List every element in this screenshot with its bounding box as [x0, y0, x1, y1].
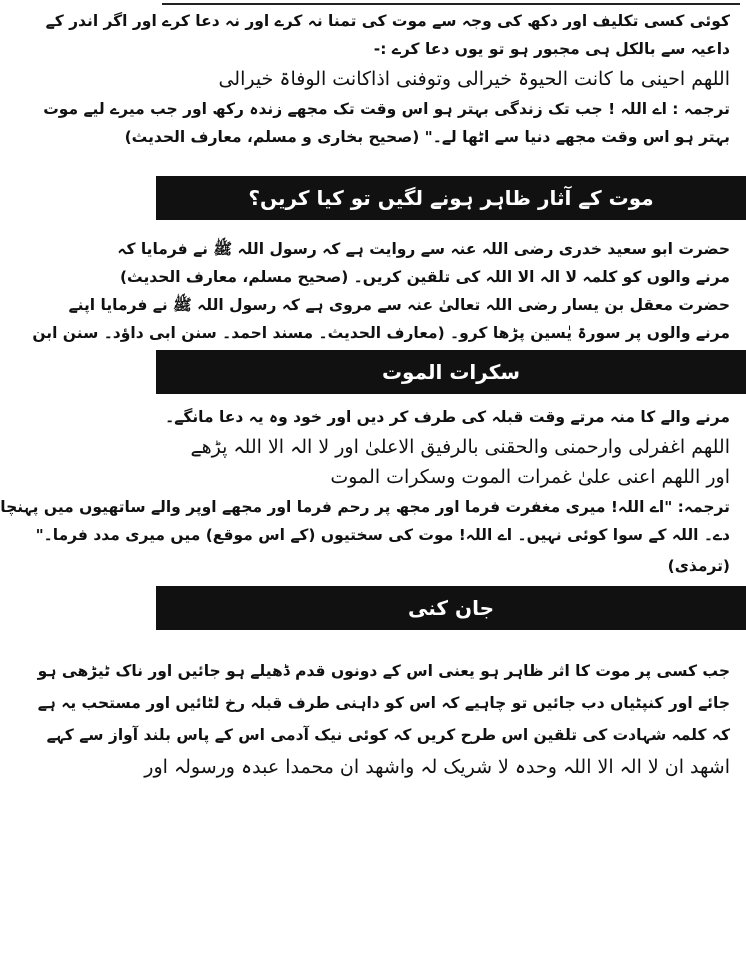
dua2-arabic-2: اور اللھم اعنی علیٰ غمرات الموت وسکرات الموت	[330, 466, 730, 488]
section-heading-text: جان کنی	[408, 596, 494, 620]
jan-kani-line-3: کہ کلمہ شہادت کی تلقین اس طرح کریں کہ کوئی نیک آدمی اس کے پاس بلند آواز سے کہے	[46, 726, 730, 744]
intro-line-1: کوئی کسی تکلیف اور دکھ کی وجہ سے موت کی تمنا نہ کرے اور نہ دعا کرے اور اگر اندر کے	[45, 12, 730, 30]
sakarat-intro: مرنے والے کا منہ مرتے وقت قبلہ کی طرف کر دیں اور خود وہ یہ دعا مانگے۔	[165, 408, 730, 426]
hadith-line-1: حضرت ابو سعید خدری رضی اللہ عنہ سے روایت ہے کہ رسول اللہ ﷺ نے فرمایا کہ	[117, 240, 730, 258]
dua2-translation-2: دے۔ اللہ کے سوا کوئی نہیں۔ اے اللہ! موت کی سختیوں (کے اس موقع) میں میری مدد فرما۔"	[35, 526, 730, 544]
section-heading-signs-of-death	[156, 176, 746, 220]
dua2-translation-3: (ترمذی)	[667, 557, 730, 575]
hadith-line-3: حضرت معقل بن یسار رضی اللہ تعالیٰ عنہ سے مروی ہے کہ رسول اللہ ﷺ نے فرمایا اپنے	[68, 296, 730, 314]
dua1-translation-1: ترجمہ : اے اللہ ! جب تک زندگی بہتر ہو اس وقت تک مجھے زندہ رکھ اور جب میرے لیے موت	[43, 100, 730, 118]
section-heading-text: سکرات الموت	[381, 360, 521, 384]
dua1-arabic: اللھم احینی ما کانت الحیوۃ خیرالی وتوفنی اذاکانت الوفاۃ خیرالی	[218, 68, 730, 90]
hadith-line-2: مرنے والوں کو کلمہ لا الہ الا اللہ کی تلقین کریں۔ (صحیح مسلم، معارف الحدیث)	[119, 268, 730, 286]
dua2-translation-1: ترجمہ: "اے اللہ! میری مغفرت فرما اور مجھ پر رحم فرما اور مجھے اوپر والے ساتھیوں میں پہنچا	[0, 498, 730, 516]
section-heading-sakarat	[156, 350, 746, 394]
dua2-arabic-1: اللھم اغفرلی وارحمنی والحقنی بالرفیق الاعلیٰ اور لا الہ الا اللہ پڑھے	[190, 436, 730, 458]
section-heading-text: موت کے آثار ظاہر ہونے لگیں تو کیا کریں؟	[248, 186, 654, 210]
jan-kani-arabic: اشھد ان لا الہ الا اللہ وحدہ لا شریک لہ واشھد ان محمدا عبدہ ورسولہ اور	[144, 756, 730, 778]
jan-kani-line-1: جب کسی پر موت کا اثر ظاہر ہو یعنی اس کے دونوں قدم ڈھیلے ہو جائیں اور ناک ٹیڑھی ہو	[37, 662, 730, 680]
dua1-translation-2: بہتر ہو اس وقت مجھے دنیا سے اٹھا لے۔" (صحیح بخاری و مسلم، معارف الحدیث)	[124, 128, 730, 146]
section-heading-jan-kani	[156, 586, 746, 630]
jan-kani-line-2: جائے اور کنپٹیاں دب جائیں تو چاہیے کہ اس کو داہنی طرف قبلہ رخ لٹائیں اور مستحب یہ ہے	[37, 694, 730, 712]
intro-line-2: داعیہ سے بالکل ہی مجبور ہو تو یوں دعا کرے :-	[373, 40, 730, 58]
hadith-line-4: مرنے والوں پر سورۃ یٰسین پڑھا کرو۔ (معارف الحدیث۔ مسند احمد۔ سنن ابی داؤد۔ سنن ابن	[32, 324, 730, 342]
top-rule	[162, 3, 740, 5]
